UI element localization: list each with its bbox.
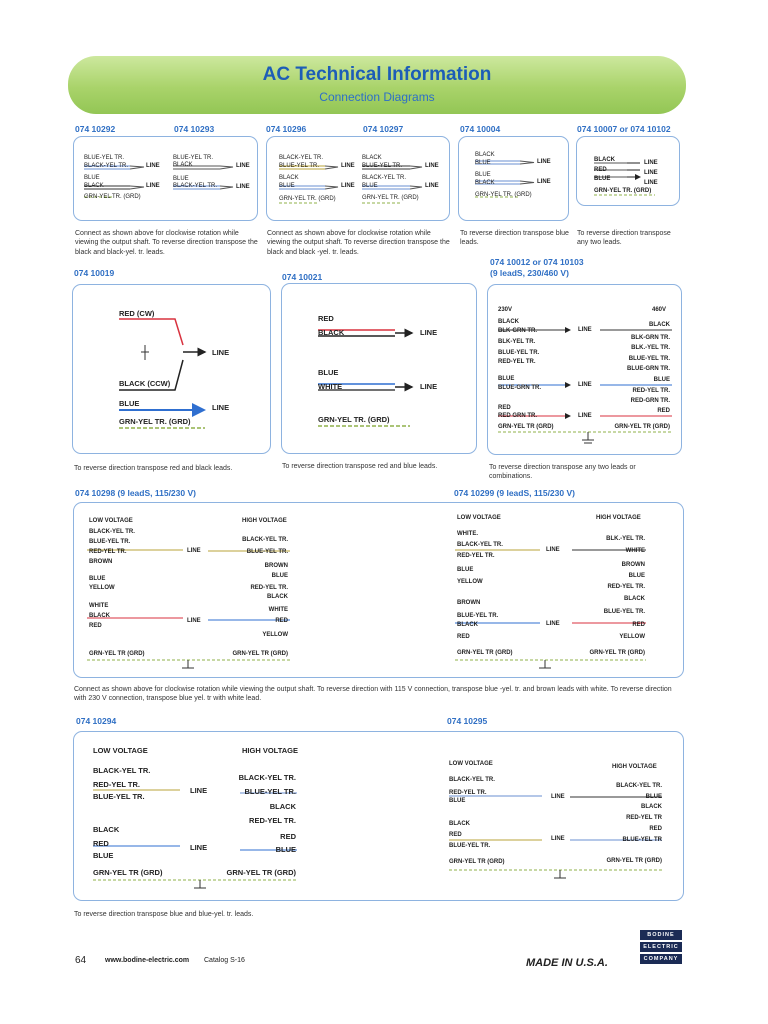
note: Connect as shown above for clockwise rotation while viewing the output shaft. To reverse direction transpose the black and black -yel. tr. leads. [267,230,450,256]
wire-label: GRN-YEL TR (GRD) [614,424,670,430]
logo-line: BODINE [640,930,682,940]
wire-label: BLUE [84,175,100,181]
wire-label: BLACK [318,328,345,337]
wire-label: GRN-YEL TR. (GRD) [84,194,141,200]
part-number: 074 10293 [174,124,215,134]
wire-label: GRN-YEL TR (GRD) [457,650,513,656]
voltage-label: HIGH VOLTAGE [242,518,287,524]
line-label: LINE [236,184,250,190]
wire-label: BLACK-YEL TR. [93,766,151,775]
wire-label: BLUE [318,368,339,377]
wire-label: RED [457,634,470,640]
wire-label: RED GRN TR. [498,413,537,419]
wire-label: YELLOW [457,579,483,585]
wire-label: BLACK [449,821,470,827]
wire-label: BLUE [628,573,645,579]
line-label: LINE [341,183,355,189]
wire-label: BLACK [457,622,478,628]
catalog-label: Catalog S-16 [204,957,245,964]
line-label: LINE [546,621,560,627]
voltage-label: LOW VOLTAGE [449,761,493,767]
wire-label: BLUE-YEL TR. [246,549,288,555]
wire-label: YELLOW [619,634,645,640]
wire-label: BLUE-YEL TR. [279,163,320,169]
wire-label: BLUE [275,845,296,854]
wire-label: GRN-YEL TR (GRD) [232,651,288,657]
line-label: LINE [425,183,439,189]
wire-label: BLUE [271,573,288,579]
wire-label: BLACK-YEL TR. [362,175,407,181]
line-label: LINE [644,180,658,186]
wire-label: BLACK [279,175,299,181]
wire-label: RED [449,832,462,838]
line-label: LINE [644,170,658,176]
wire-label: BLACK-YEL TR. [238,773,296,782]
wire-label: RED-YEL TR. [457,553,495,559]
wire-label: BROWN [621,562,645,568]
wire-label: BLACK-YEL TR. [616,783,662,789]
line-label: LINE [551,794,565,800]
voltage-label: HIGH VOLTAGE [596,515,641,521]
wire-label: WHITE [318,382,343,391]
wire-label: BLACK (CCW) [119,379,171,388]
logo-line: ELECTRIC [640,942,682,952]
wire-label: BLUE [594,176,611,182]
line-label: LINE [537,179,551,185]
note: Connect as shown above for clockwise rotation while viewing the output shaft. To reverse direction transpose the black and black-yel. tr. leads. [75,230,258,256]
note: Connect as shown above for clockwise rotation while viewing the output shaft. To reverse direction with 115 V connection, transpose blue -yel. tr. and brown leads with white. To reverse direction with 230 V connection, transpose blue yel. tr with white lead. [74,686,672,703]
line-label: LINE [341,163,355,169]
wire-label: RED-GRN TR. [630,398,670,404]
voltage-label: LOW VOLTAGE [457,515,501,521]
wire-label: BLUE [119,399,140,408]
wire-label: RED [275,618,288,624]
wire-label: BLACK [89,613,110,619]
wire-label: GRN-YEL TR (GRD) [589,650,645,656]
wire-label: BLACK-YEL TR. [89,529,135,535]
wire-label: BLK.-YEL TR. [631,345,670,351]
part-number: 074 10295 [447,716,488,726]
line-label: LINE [578,327,592,333]
wire-label: BLACK [649,322,670,328]
line-label: LINE [187,548,201,554]
wire-label: BLACK-YEL TR. [84,163,129,169]
wire-label: WHITE. [457,531,478,537]
line-label: LINE [578,413,592,419]
wire-label: BLUE-YEL TR [622,837,662,843]
line-label: LINE [146,183,160,189]
wire-label: BLUE-GRN TR. [627,366,670,372]
note: To reverse direction transpose red and blue leads. [282,463,438,470]
wire-label: BLK-GRN TR. [498,328,537,334]
wire-label: BLACK [475,180,495,186]
wire-label: BLUE-YEL TR. [84,155,125,161]
wire-label: BLUE-YEL TR. [93,792,145,801]
wire-label: GRN-YEL TR (GRD) [226,868,296,877]
part-number: 074 10299 (9 leadS, 115/230 V) [454,488,575,498]
wire-label: RED-YEL TR [626,815,662,821]
wire-label: YELLOW [262,632,288,638]
wire-label: RED [657,408,670,414]
part-number: 074 10294 [76,716,117,726]
part-number: 074 10298 (9 leadS, 115/230 V) [75,488,196,498]
wire-label: BLACK-YEL TR. [242,537,288,543]
part-number: 074 10296 [266,124,307,134]
page-title: AC Technical Information [262,64,492,85]
bodine-logo [640,930,682,966]
wire-label: BLK-YEL TR. [498,339,536,345]
voltage-label: LOW VOLTAGE [93,746,148,755]
wire-label: GRN-YEL TR. (GRD) [594,188,652,194]
wire-label: BLACK [362,155,382,161]
wire-label: RED (CW) [119,309,155,318]
wire-label: BLACK-YEL TR. [457,542,503,548]
part-number: 074 10021 [282,272,323,282]
line-label: LINE [537,159,551,165]
wire-label: BLUE-YEL TR. [628,356,670,362]
line-label: LINE [187,618,201,624]
wire-label: BLUE [279,183,295,189]
part-number: (9 leadS, 230/460 V) [490,268,569,278]
line-label: LINE [212,403,230,412]
wire-label: BLACK [594,157,615,163]
wire-label: BLUE-YEL TR. [457,613,499,619]
part-number: 074 10004 [460,124,501,134]
line-label: LINE [146,163,160,169]
wire-label: BROWN [264,563,288,569]
wire-label: RED [649,826,662,832]
voltage-label: HIGH VOLTAGE [242,746,298,755]
wire-label: BLUE [362,183,378,189]
wire-label: RED-YEL TR. [449,790,487,796]
wire-label: BLUE [475,172,491,178]
wire-label: BLACK [475,152,495,158]
wire-label: RED [632,622,645,628]
wire-label: WHITE [268,607,288,613]
wire-label: BLACK-YEL TR. [173,183,218,189]
line-label: LINE [425,163,439,169]
wire-label: BLACK-YEL TR. [279,155,324,161]
website-link[interactable]: www.bodine-electric.com [105,957,190,964]
wire-label: BLACK [269,802,296,811]
line-label: LINE [420,382,438,391]
voltage-label: LOW VOLTAGE [89,518,133,524]
wire-label: RED-YEL TR. [89,549,127,555]
part-number: 074 10292 [75,124,116,134]
page-subtitle: Connection Diagrams [319,90,435,104]
part-number: 074 10007 or 074 10102 [577,124,671,134]
wire-label: GRN-YEL TR (GRD) [498,424,554,430]
wire-label: GRN-YEL TR (GRD) [93,868,163,877]
made-in-usa: MADE IN U.S.A. [526,957,608,969]
wire-label: BLUE [173,176,189,182]
wire-label: BLUE-YEL TR. [173,155,214,161]
wire-label: BROWN [89,559,113,565]
part-number: 074 10019 [74,268,115,278]
wire-label: BLUE [475,160,491,166]
line-label: LINE [546,547,560,553]
voltage-label: 230V [498,307,513,313]
wire-label: GRN-YEL TR. (GRD) [362,195,419,201]
wire-label: BLUE [498,376,515,382]
wire-label: BLACK [624,596,645,602]
wire-label: BLK.-YEL TR. [606,536,645,542]
wire-label: BLACK [173,162,193,168]
line-label: LINE [578,382,592,388]
line-label: LINE [420,328,438,337]
wire-label: BLUE-YEL TR. [449,843,491,849]
line-label: LINE [190,843,208,852]
wire-label: BROWN [457,600,481,606]
voltage-label: 460V [652,307,667,313]
wire-label: GRN-YEL TR. (GRD) [318,415,390,424]
voltage-label: HIGH VOLTAGE [612,764,657,770]
wire-label: BLACK [498,319,519,325]
wire-label: RED-YEL TR. [249,816,296,825]
note: To reverse direction transpose blue and blue-yel. tr. leads. [74,911,254,918]
line-label: LINE [212,348,230,357]
line-label: LINE [236,163,250,169]
line-label: LINE [190,786,208,795]
wire-label: BLUE [457,567,474,573]
wire-label: WHITE [89,603,109,609]
wire-label: BLUE-YEL TR. [362,163,403,169]
wire-label: RED-YEL TR. [632,388,670,394]
wire-label: GRN-YEL TR (GRD) [89,651,145,657]
wire-label: RED [280,832,296,841]
wire-label: BLUE-YEL TR. [244,787,296,796]
wire-label: BLUE-YEL TR. [89,539,131,545]
line-label: LINE [551,836,565,842]
wire-label: BLACK [84,183,104,189]
page-number: 64 [75,955,87,966]
note: To reverse direction transpose any two leads or combinations. [489,464,636,481]
wire-label: RED [594,167,607,173]
wire-label: GRN-YEL TR. (GRD) [475,192,532,198]
note: To reverse direction transpose any two leads. [577,230,671,247]
wire-label: BLUE [89,576,106,582]
wire-label: RED-YEL TR. [498,359,536,365]
wire-label: WHITE [625,548,645,554]
line-label: LINE [644,160,658,166]
wire-label: BLUE-YEL TR. [603,609,645,615]
wire-label: YELLOW [89,585,115,591]
wire-label: GRN-YEL TR. (GRD) [119,417,191,426]
part-number: 074 10012 or 074 10103 [490,257,584,267]
wire-label: BLK-GRN TR. [631,335,670,341]
part-number: 074 10297 [363,124,404,134]
wire-label: RED [93,839,109,848]
wire-label: BLUE [653,377,670,383]
wire-label: BLUE [93,851,114,860]
wire-label: RED-YEL TR. [250,585,288,591]
note: To reverse direction transpose blue leads. [460,230,569,247]
wire-label: BLUE-GRN TR. [498,385,541,391]
wire-label: BLUE-YEL TR. [498,350,540,356]
wire-label: BLACK [93,825,120,834]
wire-label: RED-YEL TR. [607,584,645,590]
wire-label: RED-YEL TR. [93,780,140,789]
wire-label: GRN-YEL TR (GRD) [449,859,505,865]
logo-line: COMPANY [640,954,682,964]
wire-label: GRN-YEL TR (GRD) [606,858,662,864]
wire-label: RED [318,314,334,323]
wire-label: GRN-YEL TR. (GRD) [279,196,336,202]
wire-label: RED [89,623,102,629]
wire-label: BLACK-YEL TR. [449,777,495,783]
wire-label: BLUE [645,794,662,800]
note: To reverse direction transpose red and black leads. [74,465,233,472]
wire-label: BLACK [641,804,662,810]
wire-label: RED [498,405,511,411]
wire-label: BLACK [267,594,288,600]
wire-label: BLUE [449,798,466,804]
